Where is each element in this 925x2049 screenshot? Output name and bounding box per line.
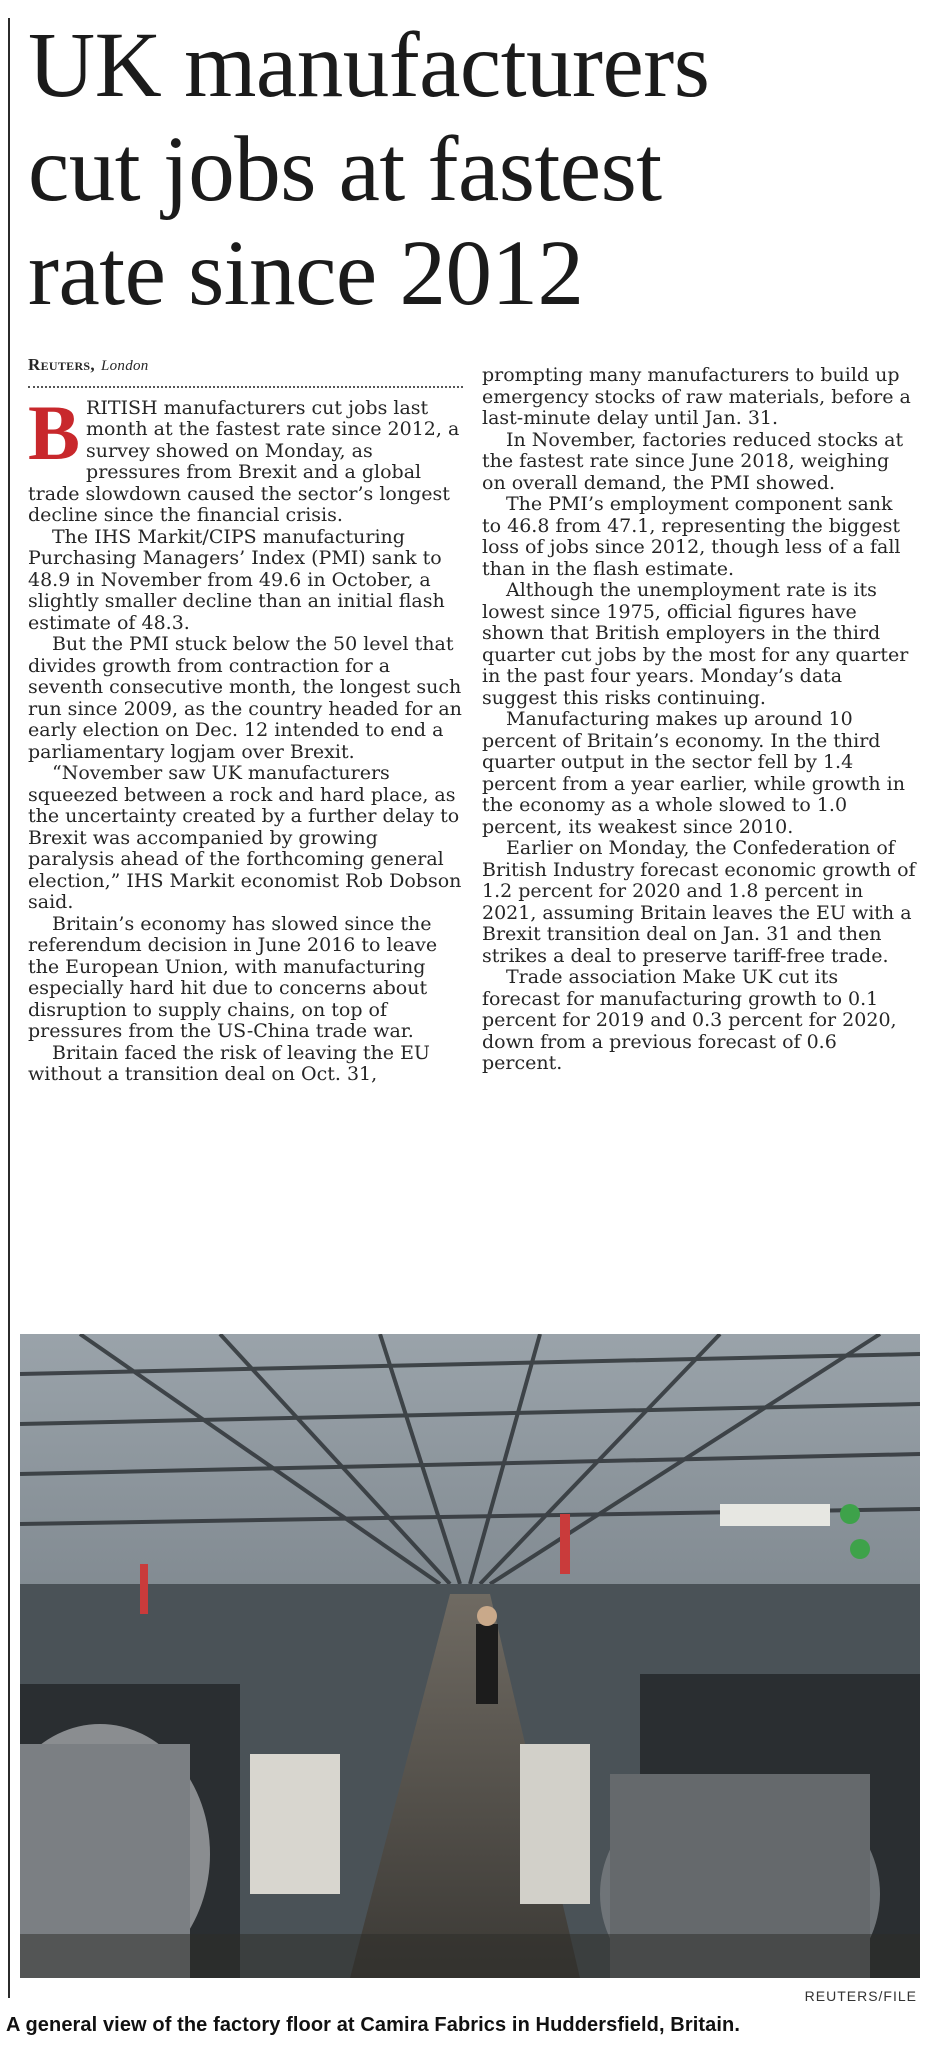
paragraph: In November, factories reduced stocks at the fastest rate since June 2018, weighing on overall demand, the PMI showed. <box>482 428 904 494</box>
paragraph <box>28 388 463 527</box>
paragraph: Britain faced the risk of leaving the EU without a transition deal on Oct. 31, <box>28 1041 430 1085</box>
paragraph: But the PMI stuck below the 50 level that divides growth from contraction for a seventh consecutive month, the longest such run since 2009, as the country headed for an early election on Dec. 12 intended to end a parliamentary logjam over Brexit. <box>28 633 462 763</box>
article-column-left <box>28 354 463 1086</box>
paragraph-text: RITISH manufacturers cut jobs last month at the fastest rate since 2012, a survey showed on Monday, as pressures from Brexit and a global trade slowdown caused the sector’s longest decline since the financial crisis. <box>28 396 460 526</box>
paragraph: Earlier on Monday, the Confederation of British Industry forecast economic growth of 1.2 percent for 2020 and 1.8 percent in 2021, assuming Britain leaves the EU with a Brexit transition deal on Jan. 31 and then strikes a deal to preserve tariff-free trade. <box>482 837 916 967</box>
paragraph: The PMI’s employment component sank to 46.8 from 47.1, representing the biggest loss of jobs since 2012, though less of a fall than in the flash estimate. <box>482 493 901 580</box>
left-column-rule <box>8 18 10 1998</box>
headline <box>28 14 908 326</box>
article-column-right <box>482 365 917 1075</box>
headline-line-1: UK manufacturers <box>28 14 710 117</box>
paragraph: Britain’s economy has slowed since the referendum decision in June 2016 to leave the European Union, with manufacturing especially hard hit due to concerns about disruption to supply chains, on top of pressures from the US-China trade war. <box>28 912 438 1042</box>
photo-caption: A general view of the factory floor at Camira Fabrics in Huddersfield, Britain. <box>6 2014 740 2036</box>
byline-divider <box>28 386 463 388</box>
paragraph: Trade association Make UK cut its forecast for manufacturing growth to 0.1 percent for 2019 and 0.3 percent for 2020, down from a previous forecast of 0.6 percent. <box>482 966 897 1074</box>
factory-illustration <box>20 1334 920 1978</box>
paragraph: “November saw UK manufacturers squeezed between a rock and hard place, as the uncertainty created by a further delay to Brexit was accompanied by growing paralysis ahead of the forthcoming general election,” IHS Markit economist Rob Dobson said. <box>28 762 462 913</box>
byline-place: London <box>100 358 149 374</box>
headline-line-3: rate since 2012 <box>28 222 584 325</box>
paragraph: The IHS Markit/CIPS manufacturing Purchasing Managers’ Index (PMI) sank to 48.9 in November from 49.6 in October, a slightly smaller decline than an initial flash estimate of 48.3. <box>28 525 445 634</box>
drop-cap: B <box>28 388 81 476</box>
byline <box>28 354 463 378</box>
headline-line-2: cut jobs at fastest <box>28 118 662 221</box>
paragraph-continued: prompting many manufacturers to build up emergency stocks of raw materials, before a last-minute delay until Jan. 31. <box>482 364 911 429</box>
byline-agency: Reuters, <box>28 355 95 374</box>
factory-photo <box>20 1334 920 1978</box>
paragraph: Manufacturing makes up around 10 percent of Britain’s economy. In the third quarter output in the sector fell by 1.4 percent from a year earlier, while growth in the economy as a whole slowed to 1.0 percent, its weakest since 2010. <box>482 708 905 838</box>
photo-credit: REUTERS/FILE <box>804 1988 917 2004</box>
paragraph: Although the unemployment rate is its lowest since 1975, official figures have shown that British employers in the third quarter cut jobs by the most for any quarter in the past four years. Monday’s data suggest this risks continuing. <box>482 579 909 709</box>
